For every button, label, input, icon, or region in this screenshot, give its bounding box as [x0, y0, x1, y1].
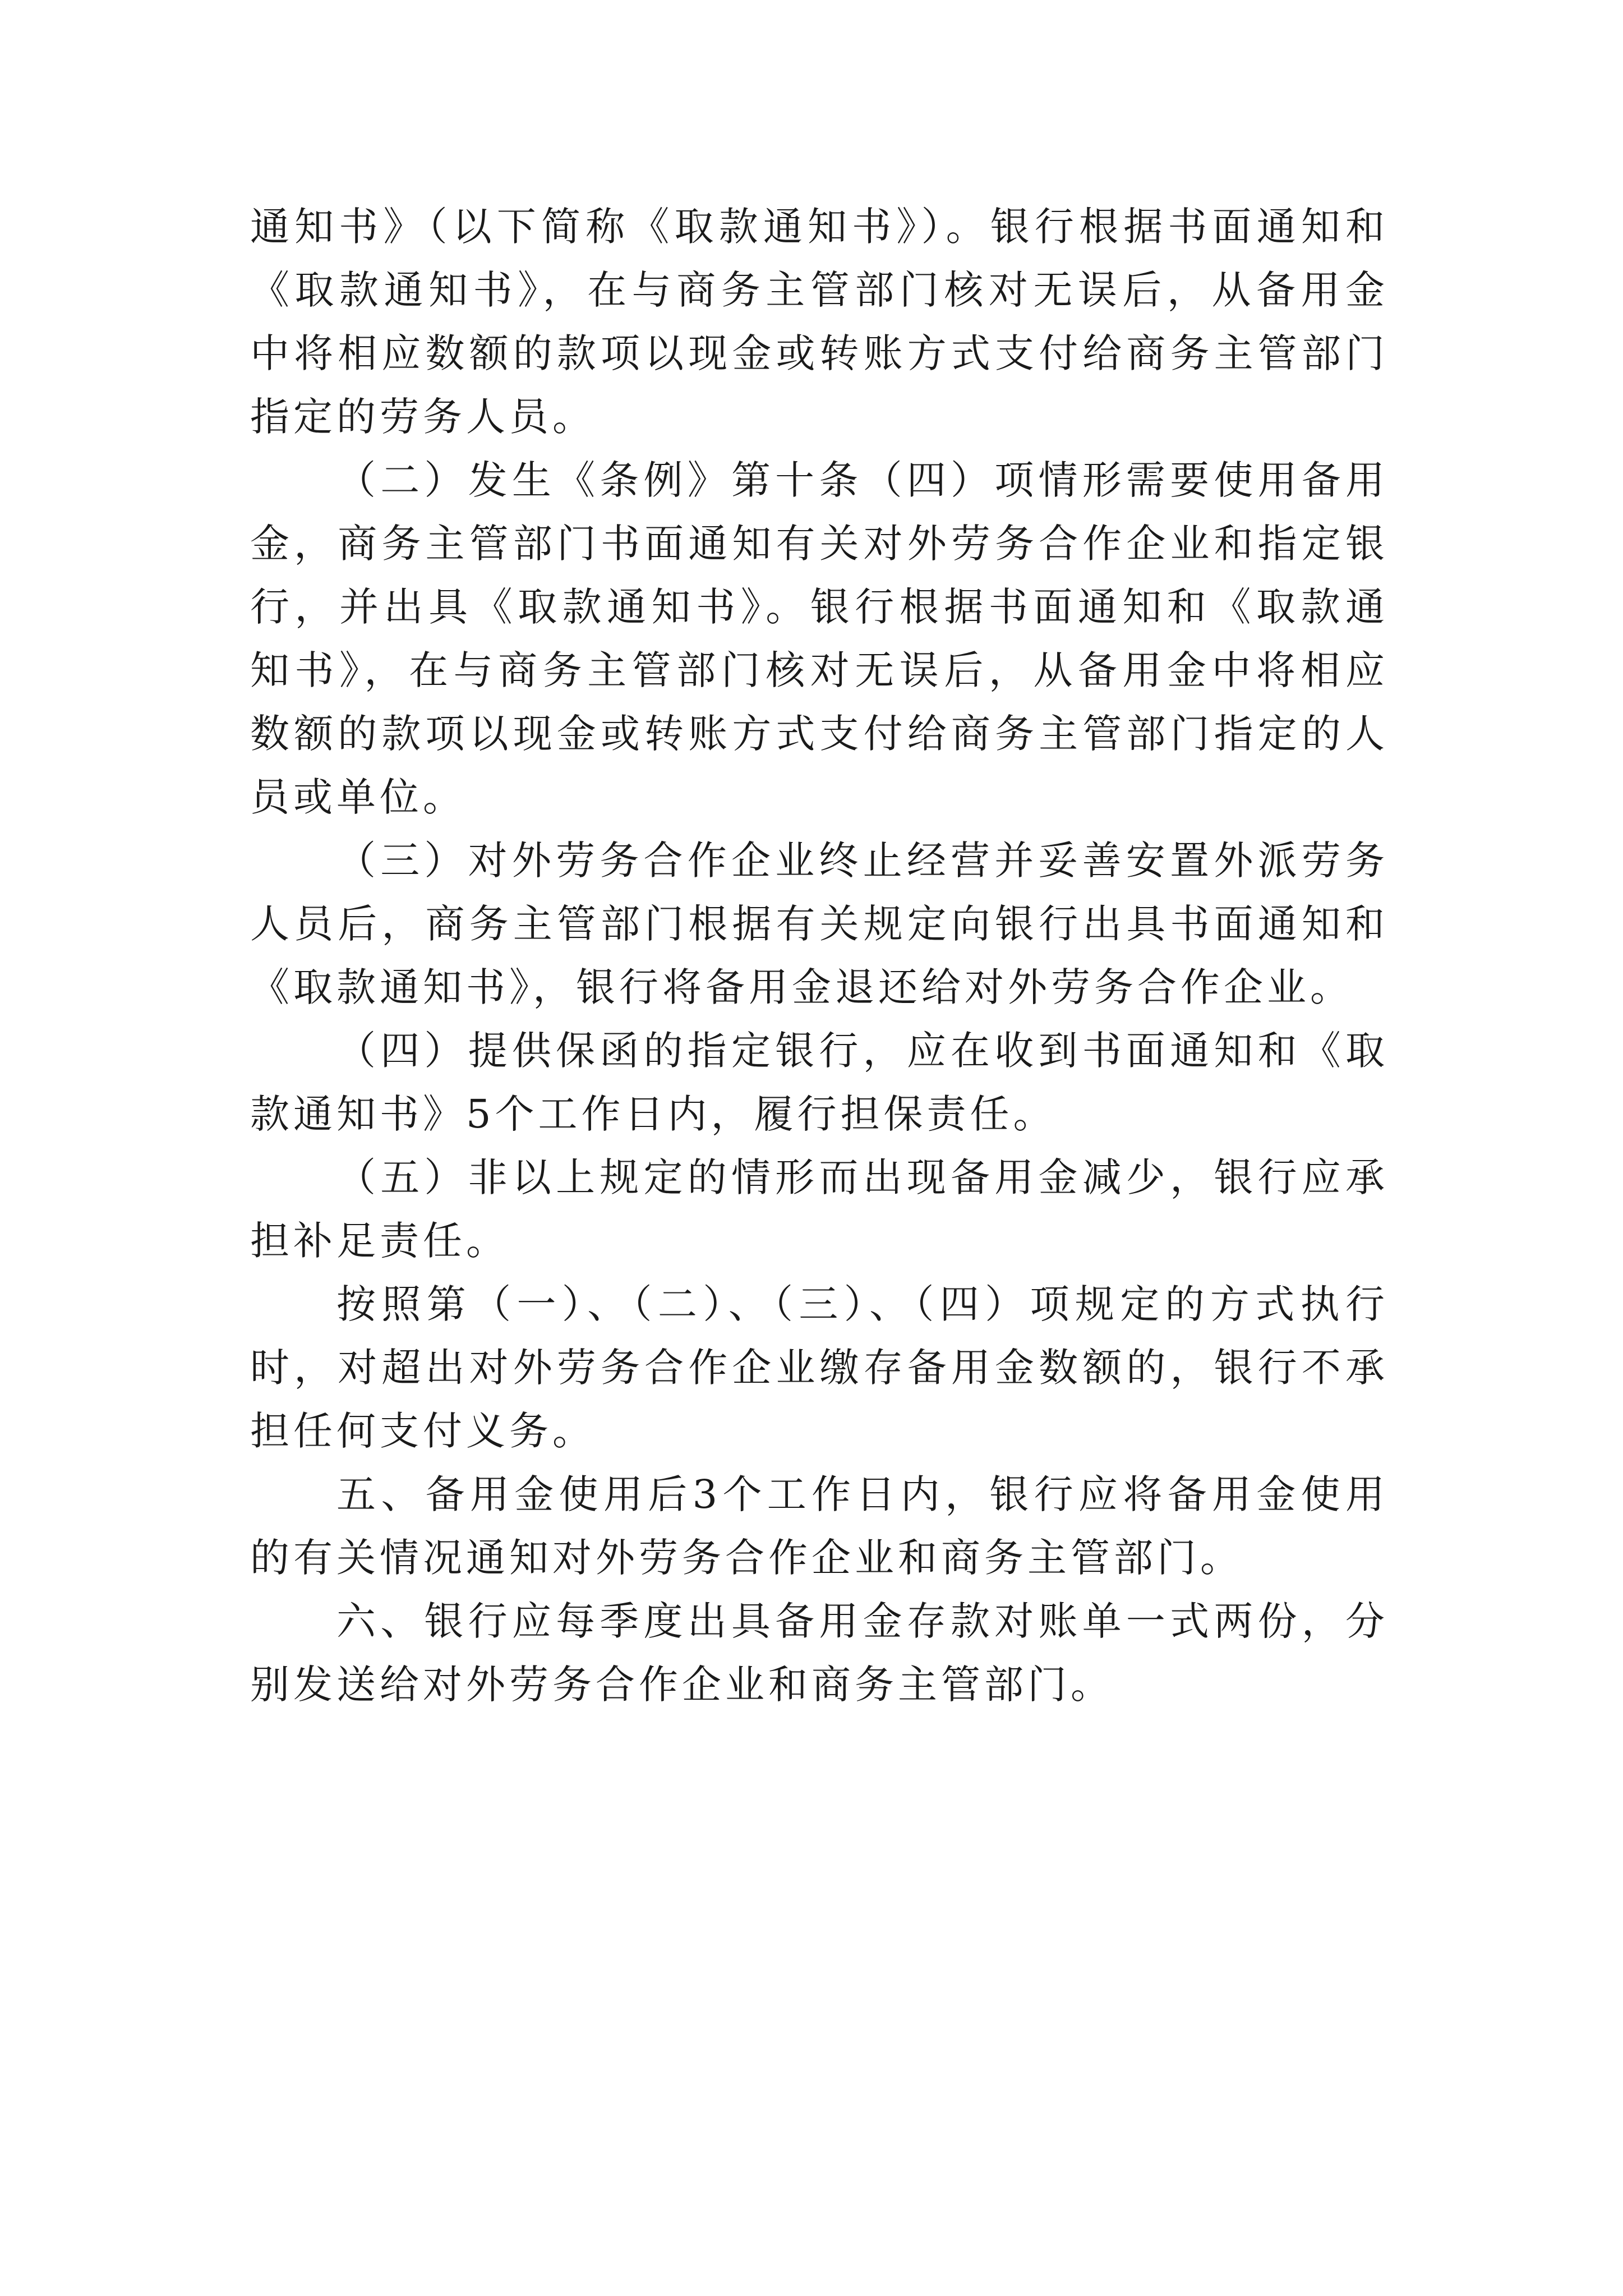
paragraph-item-2: （二）发生《条例》第十条（四）项情形需要使用备用金，商务主管部门书面通知有关对外劳务合作企业和指定银行，并出具《取款通知书》。银行根据书面通知和《取款通知书》，在与商务主管部门核对无误后，从备用金中将相应数额的款项以现金或转账方式支付给商务主管部门指定的人员或单位。 [250, 457, 1389, 820]
paragraph-item-5: （五）非以上规定的情形而出现备用金减少，银行应承担补足责任。 [250, 1154, 1389, 1264]
paragraph-section-5: 五、备用金使用后3个工作日内，银行应将备用金使用的有关情况通知对外劳务合作企业和商务主管部门。 [250, 1471, 1389, 1581]
paragraph-section-6: 六、银行应每季度出具备用金存款对账单一式两份，分别发送给对外劳务合作企业和商务主管部门。 [250, 1598, 1389, 1708]
paragraph-execution-note: 按照第（一）、（二）、（三）、（四）项规定的方式执行时，对超出对外劳务合作企业缴存备用金数额的，银行不承担任何支付义务。 [250, 1281, 1389, 1454]
paragraph-item-3: （三）对外劳务合作企业终止经营并妥善安置外派劳务人员后，商务主管部门根据有关规定向银行出具书面通知和《取款通知书》，银行将备用金退还给对外劳务合作企业。 [250, 838, 1389, 1010]
paragraph-item-4: （四）提供保函的指定银行，应在收到书面通知和《取款通知书》5个工作日内，履行担保责任。 [250, 1028, 1389, 1137]
document-body [250, 195, 1389, 1717]
paragraph-continuation: 通知书》（以下简称《取款通知书》）。银行根据书面通知和《取款通知书》，在与商务主管部门核对无误后，从备用金中将相应数额的款项以现金或转账方式支付给商务主管部门指定的劳务人员。 [250, 204, 1389, 440]
